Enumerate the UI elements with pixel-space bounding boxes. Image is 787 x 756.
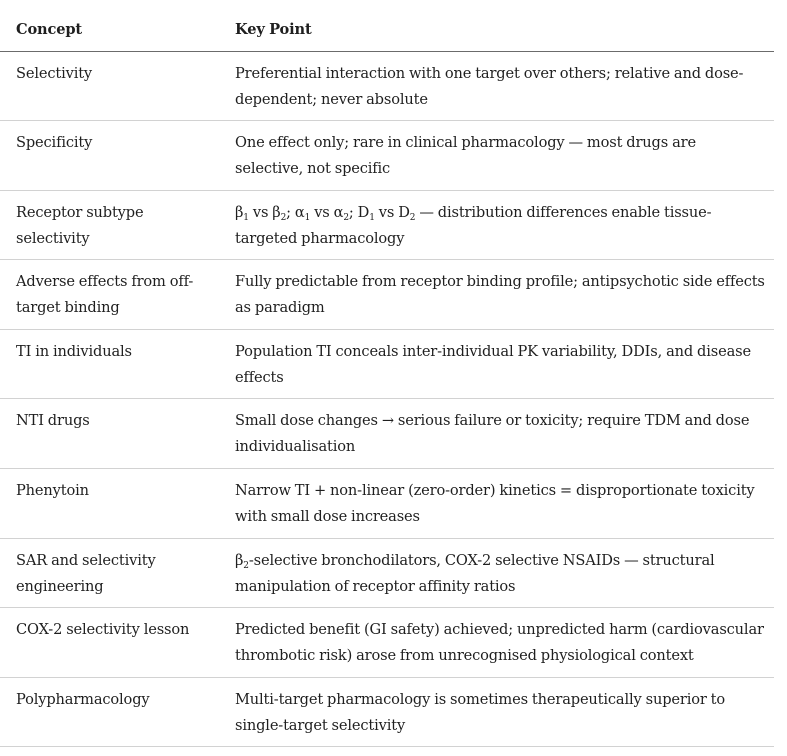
text-part: vs β — [248, 203, 281, 221]
text-part: ; D — [348, 203, 370, 221]
key-point-cell: Narrow TI + non-linear (zero-order) kinetics = disproportionate toxicity with small dose increases — [219, 469, 774, 539]
concept-cell: COX-2 selectivity lesson — [0, 608, 219, 678]
concept-cell: Phenytoin — [0, 469, 219, 539]
subscript: 2 — [343, 212, 349, 223]
key-point-cell: Small dose changes → serious failure or toxicity; require TDM and dose individualisation — [219, 399, 774, 469]
concept-cell: Specificity — [0, 121, 219, 191]
subscript: 2 — [280, 212, 287, 223]
key-point-cell: Preferential interaction with one target over others; relative and dose-dependent; never absolute — [219, 51, 774, 121]
key-point-cell — [219, 190, 774, 260]
concept-cell: TI in individuals — [0, 329, 219, 399]
concept-cell: Adverse effects from off-target binding — [0, 260, 219, 330]
text-part: -selective bronchodilators, COX-2 selective NSAIDs — structural manipulation of receptor affinity ratios — [235, 551, 715, 595]
table-row — [0, 677, 774, 747]
concept-cell: Selectivity — [0, 51, 219, 121]
table-row — [0, 538, 774, 608]
concept-cell: NTI drugs — [0, 399, 219, 469]
subscript: 2 — [243, 560, 249, 571]
table-row — [0, 121, 774, 191]
subscript: 1 — [369, 212, 375, 223]
table-body — [0, 51, 774, 747]
table-row — [0, 399, 774, 469]
key-point-cell: Predicted benefit (GI safety) achieved; unpredicted harm (cardiovascular thrombotic risk) arose from unrecognised physiological context — [219, 608, 774, 678]
table-row — [0, 190, 774, 260]
subscript: 1 — [304, 212, 311, 223]
concept-cell: Polypharmacology — [0, 677, 219, 747]
header-key-point: Key Point — [219, 0, 774, 51]
text-part: — distribution differences enable tissue-targeted pharmacology — [235, 203, 712, 247]
concept-cell: SAR and selectivity engineering — [0, 538, 219, 608]
subscript: 2 — [409, 212, 416, 223]
text-part: β — [235, 551, 244, 569]
table-row — [0, 260, 774, 330]
table-header — [0, 0, 774, 51]
header-concept: Concept — [0, 0, 219, 51]
text-part: β — [235, 203, 244, 221]
text-part: ; α — [286, 203, 305, 221]
table-row — [0, 51, 774, 121]
table-row — [0, 329, 774, 399]
concept-cell: Receptor subtype selectivity — [0, 190, 219, 260]
key-point-cell: Multi-target pharmacology is sometimes therapeutically superior to single-target selectivity — [219, 677, 774, 747]
key-point-cell: Population TI conceals inter-individual PK variability, DDIs, and disease effects — [219, 329, 774, 399]
text-part: vs D — [374, 203, 410, 221]
key-point-cell: Fully predictable from receptor binding profile; antipsychotic side effects as paradigm — [219, 260, 774, 330]
key-point-cell — [219, 538, 774, 608]
text-part: vs α — [310, 203, 344, 221]
table-row — [0, 469, 774, 539]
header-row — [0, 0, 774, 51]
subscript: 1 — [243, 212, 249, 223]
key-point-cell: One effect only; rare in clinical pharmacology — most drugs are selective, not specific — [219, 121, 774, 191]
table-row — [0, 608, 774, 678]
